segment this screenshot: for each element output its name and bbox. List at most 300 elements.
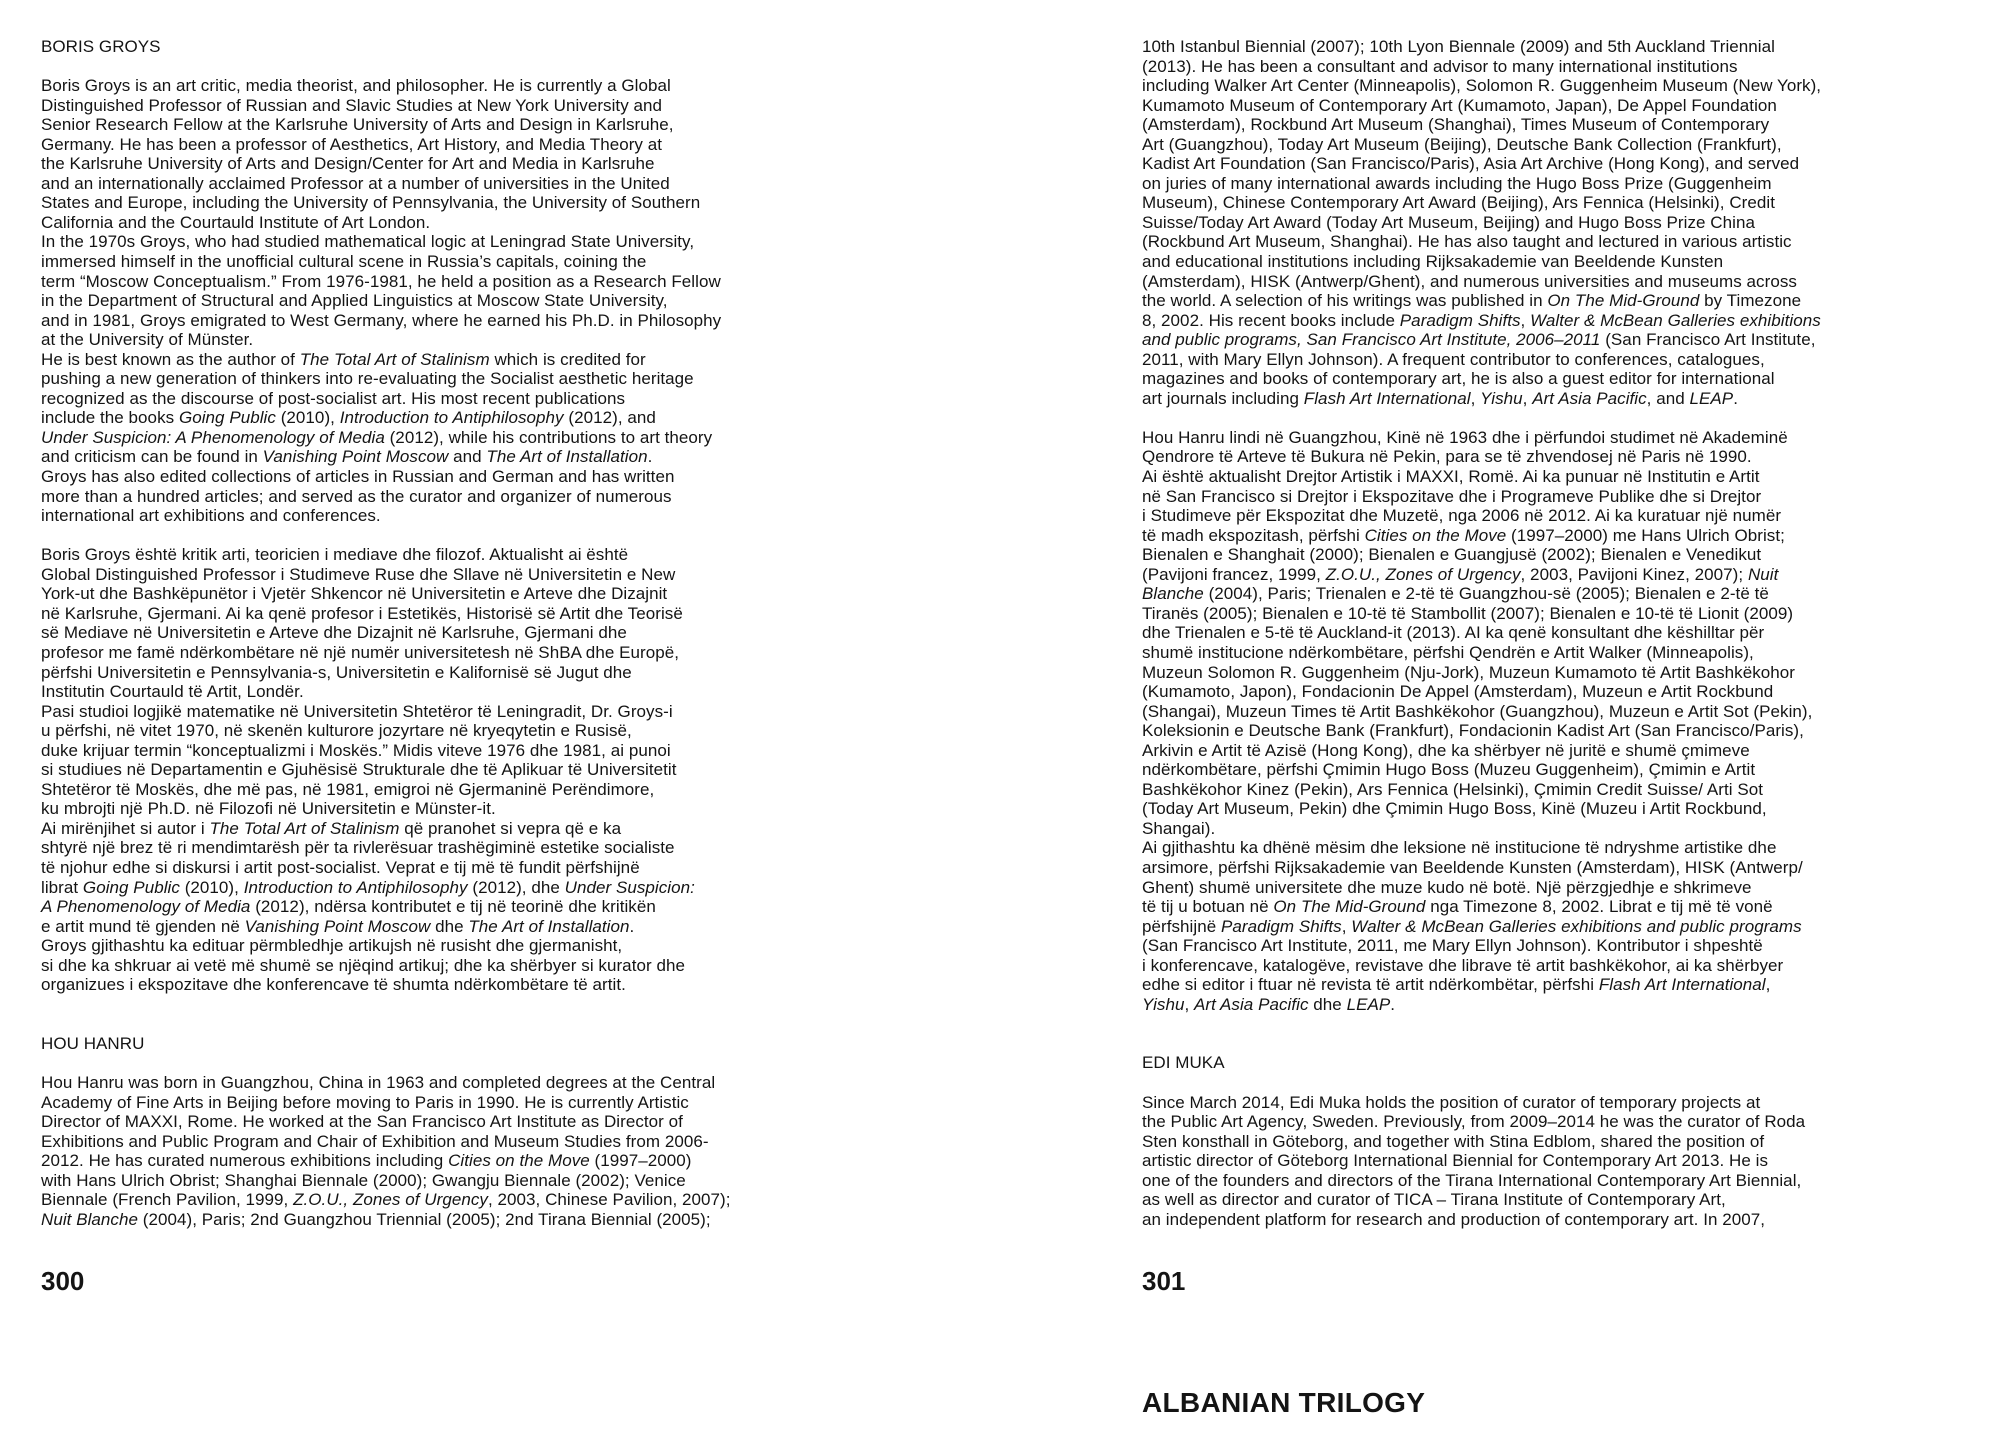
text-line [1142, 623, 1821, 643]
text-line [41, 584, 731, 604]
text-line [41, 154, 731, 174]
text-line [1142, 917, 1821, 937]
bio-paragraph [1142, 37, 1821, 408]
text-line [1142, 975, 1821, 995]
italic-title: Cities on the Move [448, 1151, 590, 1171]
text-segment: Art (Guangzhou), Today Art Museum (Beijing), Deutsche Bank Collection (Frankfurt), [1142, 134, 1782, 154]
text-line [1142, 467, 1821, 487]
text-segment: at the University of Münster. [41, 330, 254, 350]
text-segment: by Timezone [1699, 291, 1802, 311]
text-line [41, 643, 731, 663]
text-segment: (1997–2000) [589, 1151, 692, 1171]
text-line [1142, 858, 1821, 878]
spacer [1142, 408, 1821, 428]
text-line [1142, 389, 1821, 409]
text-line [41, 760, 731, 780]
text-line [1142, 682, 1821, 702]
italic-title: A Phenomenology of Media [41, 897, 251, 917]
text-segment: i Studimeve për Ekspozitat dhe Muzetë, nga 2006 në 2012. Ai ka kuratuar një numër [1142, 506, 1782, 526]
text-line [1142, 643, 1821, 663]
text-line [1142, 311, 1821, 331]
text-line [41, 76, 731, 96]
text-segment: (2004), Paris; 2nd Guangzhou Triennial (2005); 2nd Tirana Biennial (2005); [138, 1209, 711, 1229]
text-segment: të tij u botuan në [1142, 897, 1274, 917]
italic-title: Blanche [1142, 584, 1204, 604]
text-segment: States and Europe, including the University of Pennsylvania, the University of Southern [41, 193, 701, 213]
text-segment: include the books [41, 408, 179, 428]
text-segment: dhe [1308, 994, 1347, 1014]
italic-title: Z.O.U., Zones of Urgency [293, 1190, 488, 1210]
text-line [1142, 1171, 1821, 1191]
text-segment: immersed himself in the unofficial cultural scene in Russia’s capitals, coining the [41, 252, 647, 272]
text-segment: shtyrë një brez të ri mendimtarësh për ta rivlerësuar trashëgiminë estetike socialiste [41, 838, 675, 858]
text-line [41, 232, 731, 252]
text-line [41, 838, 731, 858]
text-line [1142, 584, 1821, 604]
text-line [41, 1073, 731, 1093]
text-segment: ndërkombëtare, përfshi Çmimin Hugo Boss (Muzeu Guggenheim), Çmimin e Artit [1142, 760, 1756, 780]
text-segment: të madh ekspozitash, përfshi [1142, 525, 1365, 545]
text-segment: Since March 2014, Edi Muka holds the position of curator of temporary projects at [1142, 1092, 1761, 1112]
text-line [1142, 1210, 1821, 1230]
text-line [1142, 1190, 1821, 1210]
text-segment: (Shangai), Muzeun Times të Artit Bashkëkohor (Guangzhou), Muzeun e Artit Sot (Pekin), [1142, 701, 1813, 721]
text-segment: in the Department of Structural and Applied Linguistics at Moscow State University, [41, 291, 668, 311]
text-segment: Hou Hanru was born in Guangzhou, China in 1963 and completed degrees at the Central [41, 1072, 716, 1092]
text-line [41, 96, 731, 116]
page-number-left: 300 [41, 1266, 85, 1296]
text-segment: Koleksionin e Deutsche Bank (Frankfurt), Fondacionin Kadist Art (San Francisco/Paris), [1142, 721, 1804, 741]
text-line [41, 1171, 731, 1191]
text-segment: së Mediave në Universitetin e Arteve dhe Dizajnit në Karlsruhe, Gjermani dhe [41, 623, 627, 643]
text-segment: recognized as the discourse of post-socialist art. His most recent publications [41, 388, 626, 408]
text-line [41, 878, 731, 898]
text-segment: (2012), while his contributions to art theory [384, 427, 713, 447]
text-segment: Boris Groys is an art critic, media theorist, and philosopher. He is currently a Global [41, 76, 671, 96]
text-line [1142, 193, 1821, 213]
text-line [1142, 526, 1821, 546]
text-line [41, 917, 731, 937]
text-line [1142, 780, 1821, 800]
text-segment: Shtetëror të Moskës, dhe më pas, në 1981, emigroi në Gjermaninë Perëndimore, [41, 779, 655, 799]
text-line [41, 545, 731, 565]
text-segment: He is best known as the author of [41, 349, 300, 369]
page-number-right: 301 [1142, 1266, 1186, 1296]
italic-title: Nuit Blanche [41, 1209, 138, 1229]
text-segment: and educational institutions including Rijksakademie van Beeldende Kunsten [1142, 252, 1724, 272]
bio-heading: HOU HANRU [41, 1033, 145, 1053]
text-segment: , and [1646, 388, 1690, 408]
text-line [41, 1190, 731, 1210]
text-line [41, 604, 731, 624]
text-segment: , [1470, 388, 1481, 408]
text-segment: magazines and books of contemporary art, he is also a guest editor for international [1142, 369, 1775, 389]
text-segment: more than a hundred articles; and served as the curator and organizer of numerous [41, 486, 672, 506]
text-segment: Institutin Courtauld të Artit, Londër. [41, 682, 304, 702]
text-line [1142, 428, 1821, 448]
text-line [41, 213, 731, 233]
text-segment: , [1765, 975, 1771, 995]
text-line [1142, 604, 1821, 624]
italic-title: and public programs, San Francisco Art Institute, 2006–2011 [1142, 330, 1601, 350]
italic-title: On The Mid-Ground [1273, 897, 1426, 917]
text-line [41, 1112, 731, 1132]
text-segment: including Walker Art Center (Minneapolis), Solomon R. Guggenheim Museum (New York), [1142, 76, 1822, 96]
text-line [41, 487, 731, 507]
italic-title: Vanishing Point Moscow [244, 916, 431, 936]
text-line [1142, 663, 1821, 683]
text-line [1142, 330, 1821, 350]
text-segment: Global Distinguished Professor i Studimeve Ruse dhe Sllave në Universitetin e New [41, 564, 676, 584]
text-segment: dhe [430, 916, 469, 936]
text-segment: (Today Art Museum, Pekin) dhe Çmimin Hugo Boss, Kinë (Muzeu i Artit Rockbund, [1142, 799, 1767, 819]
text-segment: Museum), Chinese Contemporary Art Award (Beijing), Ars Fennica (Helsinki), Credit [1142, 193, 1775, 213]
text-line [41, 780, 731, 800]
text-line [1142, 291, 1821, 311]
text-segment: (2004), Paris; Trienalen e 2-të të Guangzhou-së (2005); Bienalen e 2-të të [1203, 584, 1769, 604]
text-segment: Muzeun Solomon R. Guggenheim (Nju-Jork), Muzeun Kumamoto të Artit Bashkëkohor [1142, 662, 1795, 682]
text-line [41, 506, 731, 526]
text-line [41, 565, 731, 585]
text-segment: (2012), ndërsa kontributet e tij në teorinë dhe kritikën [250, 897, 656, 917]
text-segment: arsimore, përfshi Rijksakademie van Beeldende Kunsten (Amsterdam), HISK (Antwerp/ [1142, 857, 1803, 877]
text-line [1142, 1132, 1821, 1152]
text-line [1142, 878, 1821, 898]
text-line [41, 858, 731, 878]
text-segment: , [1520, 310, 1531, 330]
italic-title: Going Public [82, 877, 180, 897]
text-segment: Distinguished Professor of Russian and Slavic Studies at New York University and [41, 95, 663, 115]
italic-title: The Art of Installation [486, 447, 648, 467]
text-line [41, 702, 731, 722]
text-segment: dhe Trienalen e 5-të të Auckland-it (2013). AI ka qenë konsultant dhe këshilltar për [1142, 623, 1765, 643]
text-line [1142, 154, 1821, 174]
text-segment: (Rockbund Art Museum, Shanghai). He has also taught and lectured in various artistic [1142, 232, 1792, 252]
text-line [1142, 506, 1821, 526]
text-line [1142, 369, 1821, 389]
text-segment: an independent platform for research and production of contemporary art. In 2007, [1142, 1209, 1766, 1229]
text-segment: Ai mirënjihet si autor i [41, 818, 210, 838]
text-line [41, 350, 731, 370]
text-line [41, 975, 731, 995]
text-line [41, 1093, 731, 1113]
text-line [41, 897, 731, 917]
italic-title: The Total Art of Stalinism [299, 349, 490, 369]
text-segment: (Pavijoni francez, 1999, [1142, 564, 1326, 584]
text-segment: on juries of many international awards including the Hugo Boss Prize (Guggenheim [1142, 173, 1772, 193]
right-page-text-column [1142, 37, 1821, 1229]
bio-paragraph [41, 76, 731, 526]
text-line [41, 682, 731, 702]
text-segment: Exhibitions and Public Program and Chair of Exhibition and Museum Studies from 2006- [41, 1131, 709, 1151]
italic-title: Introduction to Antiphilosophy [339, 408, 564, 428]
text-line [41, 663, 731, 683]
text-segment: si studiues në Departamentin e Gjuhësisë Strukturale dhe të Aplikuar të Universitetit [41, 760, 677, 780]
text-segment: organizues i ekspozitave dhe konferencave të shumta ndërkombëtare të artit. [41, 975, 626, 995]
text-segment: and in 1981, Groys emigrated to West Germany, where he earned his Ph.D. in Philosophy [41, 310, 722, 330]
text-line [41, 819, 731, 839]
italic-title: The Art of Installation [468, 916, 630, 936]
text-line [41, 956, 731, 976]
text-line [1142, 447, 1821, 467]
text-segment: Germany. He has been a professor of Aesthetics, Art History, and Media Theory at [41, 134, 663, 154]
text-line [41, 1151, 731, 1171]
text-segment: të njohur edhe si diskursi i artit post-socialist. Veprat e tij më të fundit përfshijnë [41, 857, 640, 877]
text-segment: . [1390, 994, 1396, 1014]
italic-title: Z.O.U., Zones of Urgency [1325, 564, 1521, 584]
italic-title: LEAP [1346, 994, 1391, 1014]
text-line [41, 330, 731, 350]
text-segment: e artit mund të gjenden në [41, 916, 245, 936]
text-line [1142, 897, 1821, 917]
text-segment: Hou Hanru lindi në Guangzhou, Kinë në 1963 dhe i përfundoi studimet në Akademinë [1142, 427, 1788, 447]
text-segment: (1997–2000) me Hans Ulrich Obrist; [1506, 525, 1785, 545]
text-segment: duke krijuar termin “konceptualizmi i Moskës.” Midis viteve 1976 dhe 1981, ai punoi [41, 740, 671, 760]
text-segment: (2012), and [563, 408, 656, 428]
italic-title: Going Public [178, 408, 276, 428]
spacer [1142, 1034, 1821, 1054]
text-segment: pushing a new generation of thinkers into re-evaluating the Socialist aesthetic heritage [41, 369, 694, 389]
text-segment: Boris Groys është kritik arti, teoricien i mediave dhe filozof. Aktualisht ai është [41, 545, 629, 565]
spacer [41, 526, 731, 546]
text-segment: . [647, 447, 653, 467]
text-segment: Academy of Fine Arts in Beijing before moving to Paris in 1990. He is currently Artistic [41, 1092, 689, 1112]
text-segment: international art exhibitions and conferences. [41, 506, 381, 526]
italic-title: Nuit [1747, 564, 1779, 584]
text-segment: si dhe ka shkruar ai vetë më shumë se njëqind artikuj; dhe ka shërbyer si kurator dhe [41, 955, 685, 975]
text-line [1142, 1151, 1821, 1171]
text-segment: the world. A selection of his writings was published in [1142, 291, 1548, 311]
text-line [1142, 272, 1821, 292]
text-segment: and an internationally acclaimed Professor at a number of universities in the United [41, 173, 670, 193]
text-line [1142, 819, 1821, 839]
text-line [1142, 545, 1821, 565]
text-line [41, 193, 731, 213]
text-line [1142, 741, 1821, 761]
spacer [41, 1014, 731, 1034]
text-line [1142, 37, 1821, 57]
italic-title: Introduction to Antiphilosophy [243, 877, 468, 897]
text-segment: 8, 2002. His recent books include [1142, 310, 1400, 330]
text-segment: , [1341, 916, 1352, 936]
italic-title: Walter & McBean Galleries exhibitions and public programs [1351, 916, 1802, 936]
italic-title: Under Suspicion: A Phenomenology of Media [41, 427, 385, 447]
text-segment: as well as director and curator of TICA – Tirana Institute of Contemporary Art, [1142, 1190, 1726, 1210]
text-line [1142, 213, 1821, 233]
text-segment: Ghent) shumë universitete dhe muze kudo në botë. Një përzgjedhje e shkrimeve [1142, 877, 1752, 897]
text-line [41, 623, 731, 643]
text-line [41, 408, 731, 428]
text-segment: , 2003, Chinese Pavilion, 2007); [487, 1190, 731, 1210]
text-segment: Director of MAXXI, Rome. He worked at the San Francisco Art Institute as Director of [41, 1112, 683, 1132]
italic-title: Art Asia Pacific [1532, 388, 1647, 408]
text-segment: one of the founders and directors of the Tirana International Contemporary Art Biennial, [1142, 1170, 1802, 1190]
text-line [41, 467, 731, 487]
text-segment: 2012. He has curated numerous exhibitions including [41, 1151, 449, 1171]
bio-paragraph [1142, 1093, 1821, 1230]
text-segment: Groys has also edited collections of articles in Russian and German and has written [41, 467, 675, 487]
text-segment: the Public Art Agency, Sweden. Previously, from 2009–2014 he was the curator of Roda [1142, 1112, 1806, 1132]
text-segment: Pasi studioi logjikë matematike në Universitetin Shtetëror të Leningradit, Dr. Groys-i [41, 701, 673, 721]
italic-title: The Total Art of Stalinism [209, 818, 400, 838]
text-segment: përfshi Universitetin e Pennsylvania-s, Universitetin e Kalifornisë së Jugut dhe [41, 662, 632, 682]
italic-title: Flash Art International [1598, 975, 1766, 995]
text-segment: (Amsterdam), Rockbund Art Museum (Shanghai), Times Museum of Contemporary [1142, 115, 1770, 135]
text-segment: librat [41, 877, 83, 897]
text-segment: Arkivin e Artit të Azisë (Hong Kong), dhe ka shërbyer në juritë e shumë çmimeve [1142, 740, 1750, 760]
text-line [41, 741, 731, 761]
text-segment: Tiranës (2005); Bienalen e 10-të të Stambollit (2007); Bienalen e 10-të të Lionit (2009) [1142, 603, 1794, 623]
text-line [1142, 252, 1821, 272]
text-segment: term “Moscow Conceptualism.” From 1976-1981, he held a position as a Research Fellow [41, 271, 721, 291]
text-segment: . [629, 916, 635, 936]
text-segment: (San Francisco Art Institute, [1600, 330, 1816, 350]
text-segment: 2011, with Mary Ellyn Johnson). A frequent contributor to conferences, catalogues, [1142, 349, 1765, 369]
text-line [41, 135, 731, 155]
text-line [1142, 135, 1821, 155]
italic-title: Yishu [1142, 994, 1185, 1014]
text-line [41, 389, 731, 409]
text-line [1142, 1112, 1821, 1132]
text-segment: California and the Courtauld Institute of Art London. [41, 212, 431, 232]
italic-title: Flash Art International [1303, 388, 1471, 408]
text-segment: artistic director of Göteborg International Biennial for Contemporary Art 2013. He is [1142, 1151, 1769, 1171]
text-segment: (2013). He has been a consultant and advisor to many international institutions [1142, 56, 1738, 76]
text-segment: (Kumamoto, Japon), Fondacionin De Appel (Amsterdam), Muzeun e Artit Rockbund [1142, 682, 1774, 702]
italic-title: Vanishing Point Moscow [262, 447, 449, 467]
text-segment: In the 1970s Groys, who had studied mathematical logic at Leningrad State University, [41, 232, 695, 252]
italic-title: Paradigm Shifts [1220, 916, 1342, 936]
text-segment: i konferencave, katalogëve, revistave dhe librave të artit bashkëkohor, ai ka shërbyer [1142, 955, 1784, 975]
text-line [1142, 96, 1821, 116]
text-line [1142, 232, 1821, 252]
text-line [1142, 350, 1821, 370]
text-line [41, 936, 731, 956]
running-title: ALBANIAN TRILOGY [1142, 1387, 1426, 1418]
text-segment: Ai është aktualisht Drejtor Artistik i MAXXI, Romë. Ai ka punuar në Institutin e Artit [1142, 467, 1760, 487]
text-segment: që pranohet si vepra që e ka [399, 818, 622, 838]
text-segment: Ai gjithashtu ka dhënë mësim dhe leksione në institucione të ndryshme artistike dhe [1142, 838, 1777, 858]
text-line [41, 799, 731, 819]
bio-paragraph [41, 545, 731, 995]
text-segment: nga Timezone 8, 2002. Librat e tij më të vonë [1425, 897, 1773, 917]
text-line [41, 721, 731, 741]
bio-paragraph [41, 1073, 731, 1229]
text-segment: edhe si editor i ftuar në revista të artit ndërkombëtar, përfshi [1142, 975, 1599, 995]
spacer [1142, 1014, 1821, 1034]
text-segment: . [1733, 388, 1738, 408]
spacer [41, 57, 731, 77]
text-segment: në San Francisco si Drejtor i Ekspozitave dhe i Programeve Publike dhe si Drejtor [1142, 486, 1762, 506]
italic-title: Under Suspicion: [564, 877, 695, 897]
text-segment: Shangai). [1142, 818, 1216, 838]
text-line [41, 369, 731, 389]
text-segment: art journals including [1142, 388, 1304, 408]
text-segment: Kumamoto Museum of Contemporary Art (Kumamoto, Japan), De Appel Foundation [1142, 95, 1777, 115]
text-line [1142, 956, 1821, 976]
text-segment: (2010), [179, 877, 244, 897]
text-line [1142, 936, 1821, 956]
text-line [41, 311, 731, 331]
italic-title: Art Asia Pacific [1194, 994, 1309, 1014]
text-segment: në Karlsruhe, Gjermani. Ai ka qenë profesor i Estetikës, Historisë së Artit dhe Teorisë [41, 603, 683, 623]
text-segment: Groys gjithashtu ka edituar përmbledhje artikujsh në rusisht dhe gjermanisht, [41, 936, 623, 956]
text-line [1142, 995, 1821, 1015]
text-segment: the Karlsruhe University of Arts and Design/Center for Art and Media in Karlsruhe [41, 154, 655, 174]
text-segment: përfshijnë [1142, 916, 1221, 936]
bio-heading: EDI MUKA [1142, 1053, 1225, 1073]
text-segment: , [1522, 388, 1533, 408]
text-line [1142, 174, 1821, 194]
bio-heading: BORIS GROYS [41, 37, 161, 56]
text-segment: Kadist Art Foundation (San Francisco/Paris), Asia Art Archive (Hong Kong), and served [1142, 154, 1800, 174]
italic-title: LEAP [1689, 388, 1734, 408]
text-line [1142, 838, 1821, 858]
text-line [1142, 115, 1821, 135]
text-segment: Qendrore të Arteve të Bukura në Pekin, para se të zhvendosej në Paris në 1990. [1142, 447, 1752, 467]
text-line [41, 252, 731, 272]
left-page-text-column [41, 37, 731, 1229]
text-line [1142, 1093, 1821, 1113]
text-line [41, 1210, 731, 1230]
text-line [41, 272, 731, 292]
text-line [41, 447, 731, 467]
text-line [41, 291, 731, 311]
text-segment: ku mbrojti një Ph.D. në Filozofi në Universitetin e Münster-it. [41, 799, 496, 819]
text-segment: (San Francisco Art Institute, 2011, me Mary Ellyn Johnson). Kontributor i shpeshtë [1142, 936, 1763, 956]
italic-title: Yishu [1480, 388, 1523, 408]
text-segment: profesor me famë ndërkombëtare në një numër universitetesh në ShBA dhe Europë, [41, 642, 679, 662]
text-line [1142, 799, 1821, 819]
text-segment: 10th Istanbul Biennial (2007); 10th Lyon Biennale (2009) and 5th Auckland Triennial [1142, 37, 1775, 56]
text-line [1142, 487, 1821, 507]
text-line [1142, 565, 1821, 585]
italic-title: Walter & McBean Galleries exhibitions [1530, 310, 1821, 330]
text-segment: u përfshi, në vitet 1970, në skenën kulturore jozyrtare në kryeqytetin e Rusisë, [41, 721, 632, 741]
text-line [1142, 76, 1821, 96]
spacer [41, 995, 731, 1015]
text-segment: and [448, 447, 487, 467]
spacer [41, 1053, 731, 1073]
text-line [41, 428, 731, 448]
text-segment: shumë institucione ndërkombëtare, përfshi Qendrën e Artit Walker (Minneapolis), [1142, 642, 1754, 662]
text-segment: Suisse/Today Art Award (Today Art Museum, Beijing) and Hugo Boss Prize China [1142, 212, 1755, 232]
text-segment: (2012), dhe [467, 877, 565, 897]
text-segment: with Hans Ulrich Obrist; Shanghai Biennale (2000); Gwangju Biennale (2002); Venice [41, 1170, 686, 1190]
text-line [1142, 57, 1821, 77]
text-segment: which is credited for [489, 349, 646, 369]
text-segment: Bienalen e Shanghait (2000); Bienalen e Guangjusë (2002); Bienalen e Venedikut [1142, 545, 1762, 565]
italic-title: Paradigm Shifts [1399, 310, 1521, 330]
text-segment: Bashkëkohor Kinez (Pekin), Ars Fennica (Helsinki), Çmimin Credit Suisse/ Arti Sot [1142, 779, 1763, 799]
italic-title: Cities on the Move [1364, 525, 1507, 545]
text-line [1142, 721, 1821, 741]
bio-paragraph [1142, 428, 1821, 1014]
text-segment: , 2003, Pavijoni Kinez, 2007); [1520, 564, 1748, 584]
text-line [41, 1132, 731, 1152]
text-line [41, 174, 731, 194]
text-segment: York-ut dhe Bashkëpunëtor i Vjetër Shkencor në Universitetin e Arteve dhe Dizajnit [41, 584, 668, 604]
text-segment: (Amsterdam), HISK (Antwerp/Ghent), and numerous universities and museums across [1142, 271, 1797, 291]
text-segment: (2010), [275, 408, 340, 428]
text-line [1142, 760, 1821, 780]
text-segment: Senior Research Fellow at the Karlsruhe University of Arts and Design in Karlsruhe, [41, 115, 674, 135]
text-segment: Biennale (French Pavilion, 1999, [41, 1190, 294, 1210]
text-line [41, 115, 731, 135]
spacer [1142, 1073, 1821, 1093]
text-segment: and criticism can be found in [41, 447, 263, 467]
italic-title: On The Mid-Ground [1547, 291, 1700, 311]
